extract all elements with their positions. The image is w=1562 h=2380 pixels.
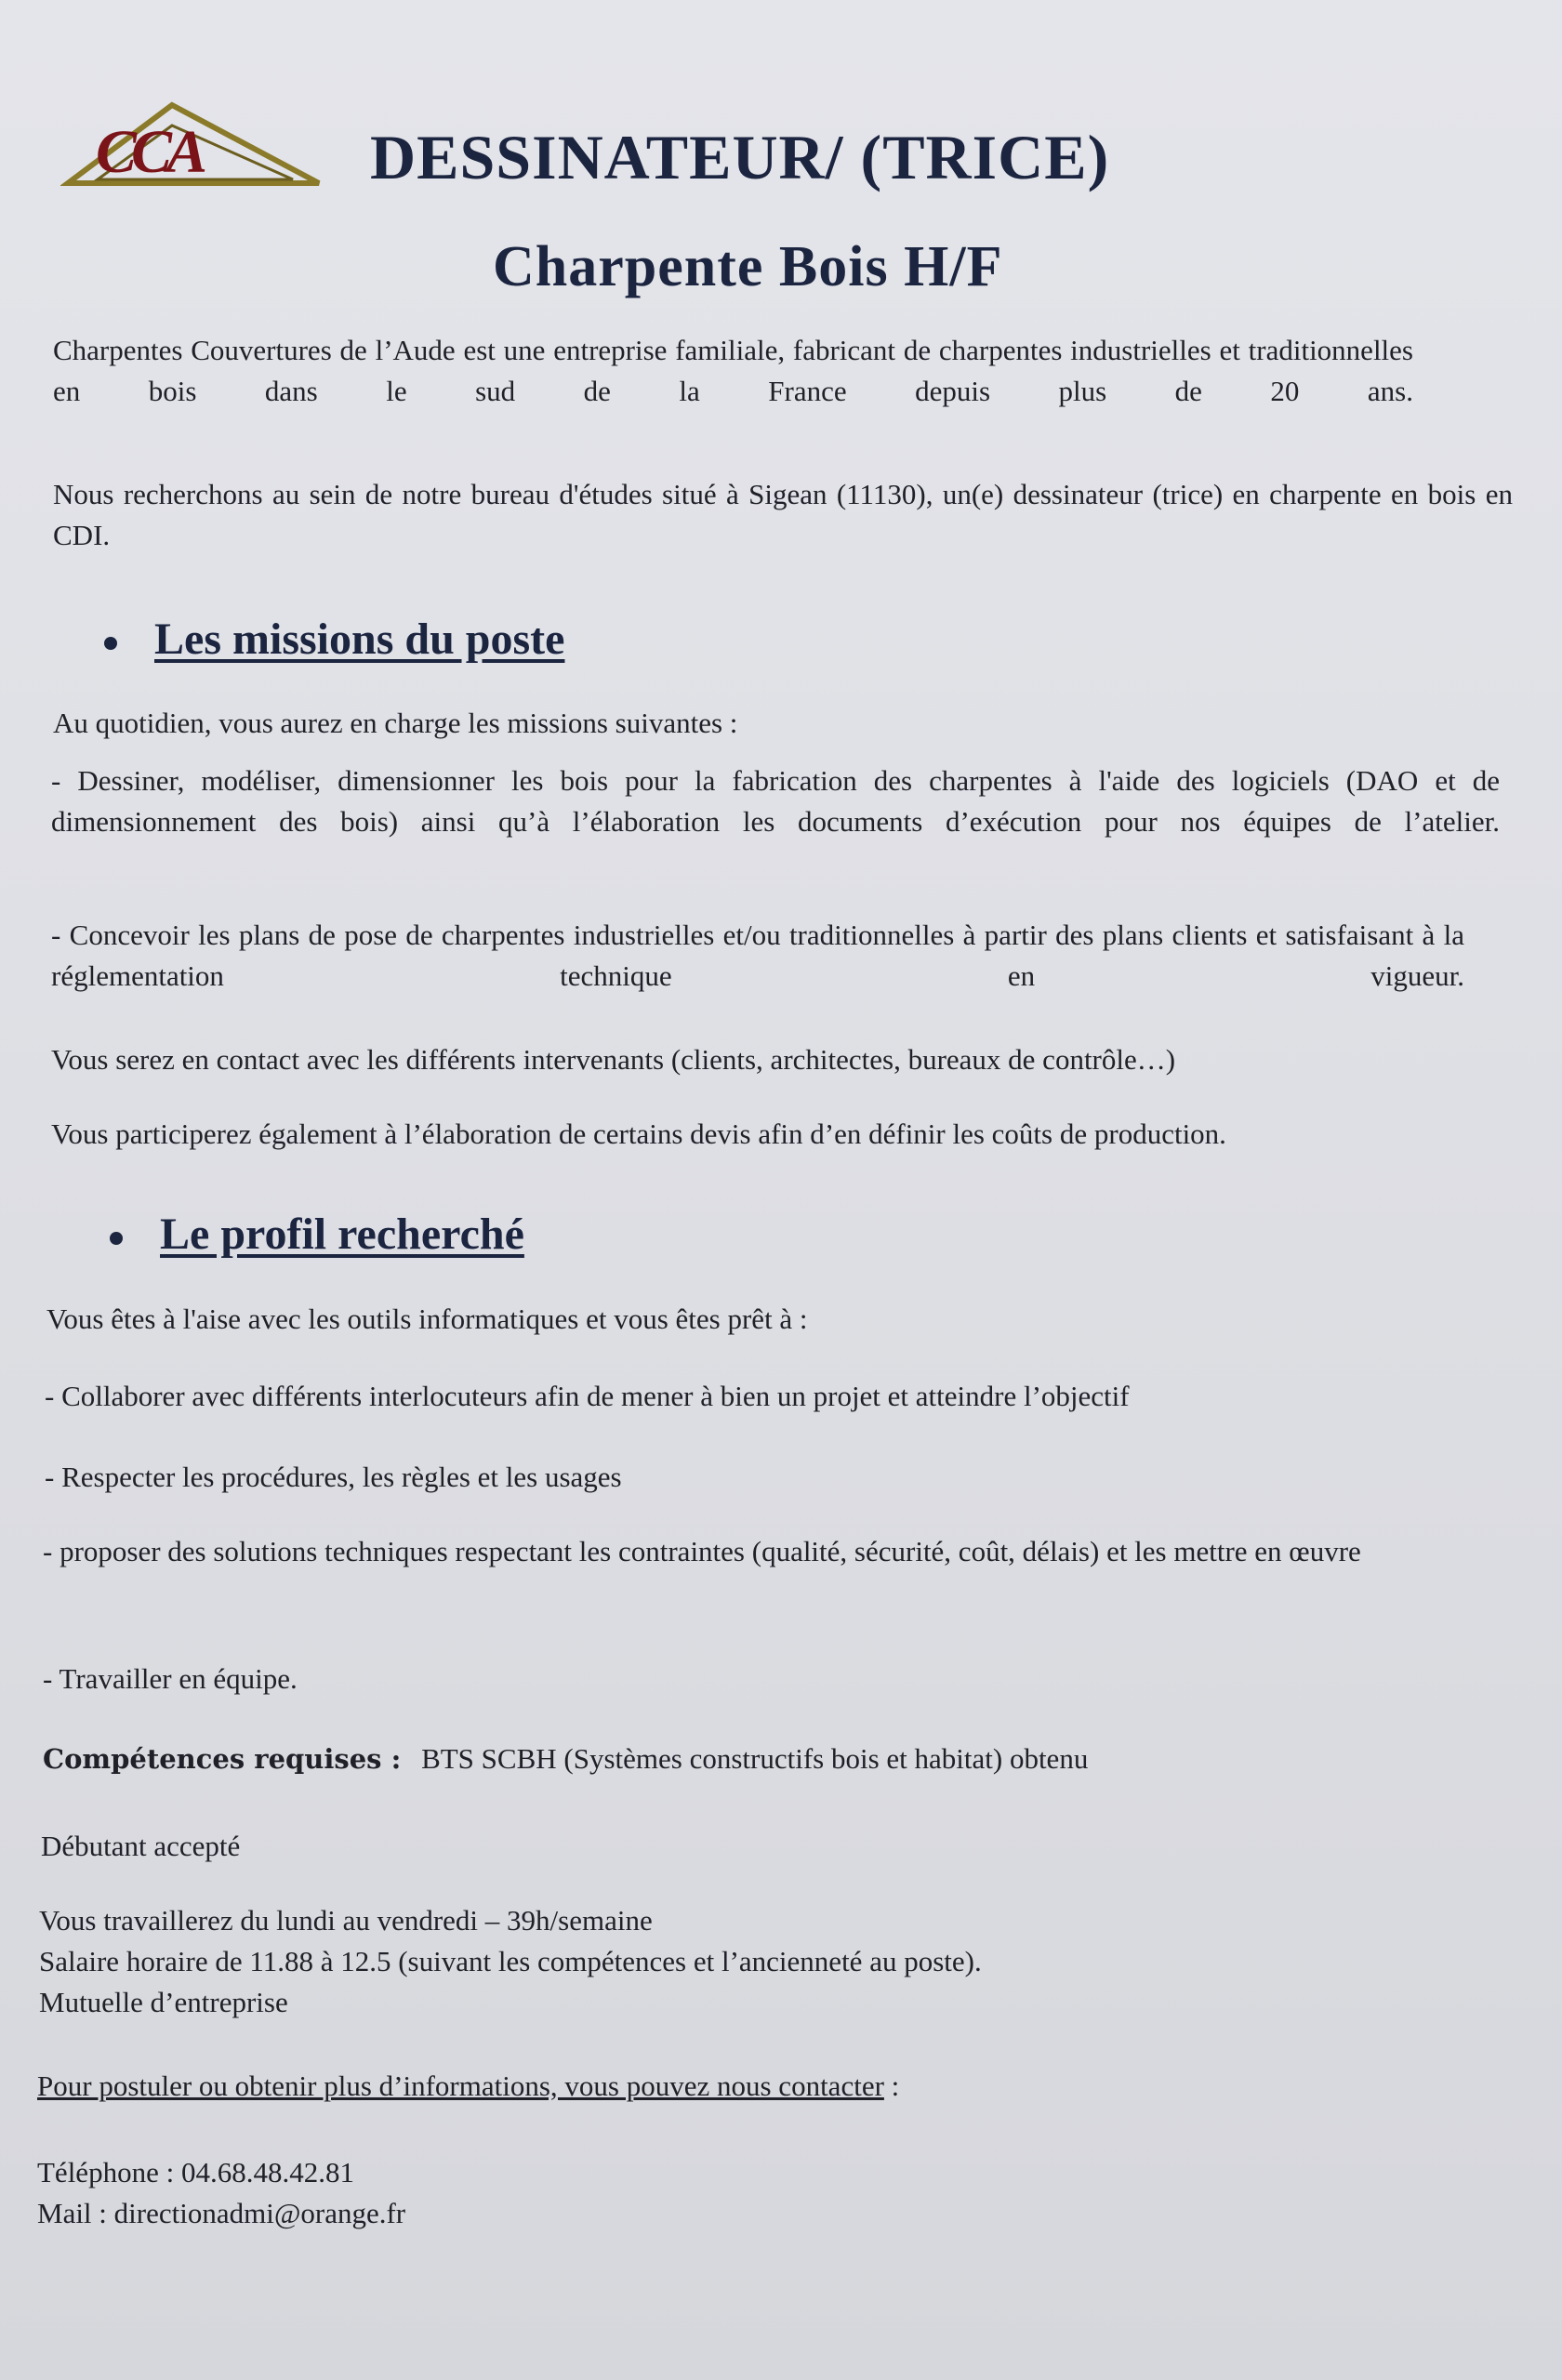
profile-item-respect: - Respecter les procédures, les règles et les usages xyxy=(45,1461,622,1493)
job-subtitle: Charpente Bois H/F xyxy=(493,235,1003,298)
missions-intro: Au quotidien, vous aurez en charge les missions suivantes : xyxy=(53,707,738,739)
skills-label: Compétences requises : xyxy=(43,1743,402,1775)
profile-item-solutions: - proposer des solutions techniques respectant les contraintes (qualité, sécurité, coût, délais) et les mettre en œuvre xyxy=(43,1535,1361,1567)
intro-paragraph-company: Charpentes Couvertures de l’Aude est une entreprise familiale, fabricant de charpentes industrielles et traditionnelles en bois dans le sud de la France depuis plus de 20 ans. xyxy=(53,334,1413,407)
section-heading-profile: Le profil recherché xyxy=(110,1209,524,1260)
salary: Salaire horaire de 11.88 à 12.5 (suivant les compétences et l’ancienneté au poste). xyxy=(39,1945,982,1977)
profile-item-team: - Travailler en équipe. xyxy=(43,1662,298,1695)
apply-cta: Pour postuler ou obtenir plus d’informations, vous pouvez nous contacter : xyxy=(37,2069,900,2102)
profile-item-collaborate: - Collaborer avec différents interlocuteurs afin de mener à bien un projet et atteindre l’objectif xyxy=(45,1380,1130,1412)
section-heading-missions: Les missions du poste xyxy=(104,614,564,665)
conditions-block xyxy=(39,1900,1499,2023)
bullet-icon xyxy=(104,637,117,650)
mission-item-plans: - Concevoir les plans de pose de charpentes industrielles et/ou traditionnelles à partir des plans clients et satisfaisant à la réglementation technique en vigueur. xyxy=(51,919,1464,992)
bullet-icon xyxy=(110,1232,123,1245)
contact-block xyxy=(37,2152,1497,2234)
skills-line xyxy=(43,1739,1502,1779)
missions-contact: Vous serez en contact avec les différents intervenants (clients, architectes, bureaux de contrôle…) xyxy=(51,1043,1176,1076)
svg-text:CCA: CCA xyxy=(96,118,203,186)
cca-logo xyxy=(60,98,325,191)
apply-cta-text: Pour postuler ou obtenir plus d’informations, vous pouvez nous contacter xyxy=(37,2069,884,2102)
contact-email[interactable]: Mail : directionadmi@orange.fr xyxy=(37,2197,406,2229)
job-title: DESSINATEUR/ (TRICE) xyxy=(370,122,1110,192)
mutuelle: Mutuelle d’entreprise xyxy=(39,1986,288,2018)
contact-phone[interactable]: Téléphone : 04.68.48.42.81 xyxy=(37,2156,354,2188)
skills-value: BTS SCBH (Systèmes constructifs bois et habitat) obtenu xyxy=(421,1742,1089,1775)
profile-intro: Vous êtes à l'aise avec les outils informatiques et vous êtes prêt à : xyxy=(46,1302,808,1335)
intro-paragraph-position: Nous recherchons au sein de notre bureau d'études situé à Sigean (11130), un(e) dessinateur (trice) en charpente en bois en CDI. xyxy=(53,478,1513,551)
missions-devis: Vous participerez également à l’élaboration de certains devis afin d’en définir les coûts de production. xyxy=(51,1117,1226,1150)
mission-item-drawing: - Dessiner, modéliser, dimensionner les bois pour la fabrication des charpentes à l'aide des logiciels (DAO et de dimensionnement des bois) ainsi qu’à l’élaboration les documents d’exécution pour nos équipes de l’atelier. xyxy=(51,764,1500,838)
beginner-accepted: Débutant accepté xyxy=(41,1830,241,1862)
work-schedule: Vous travaillerez du lundi au vendredi – 39h/semaine xyxy=(39,1904,653,1937)
